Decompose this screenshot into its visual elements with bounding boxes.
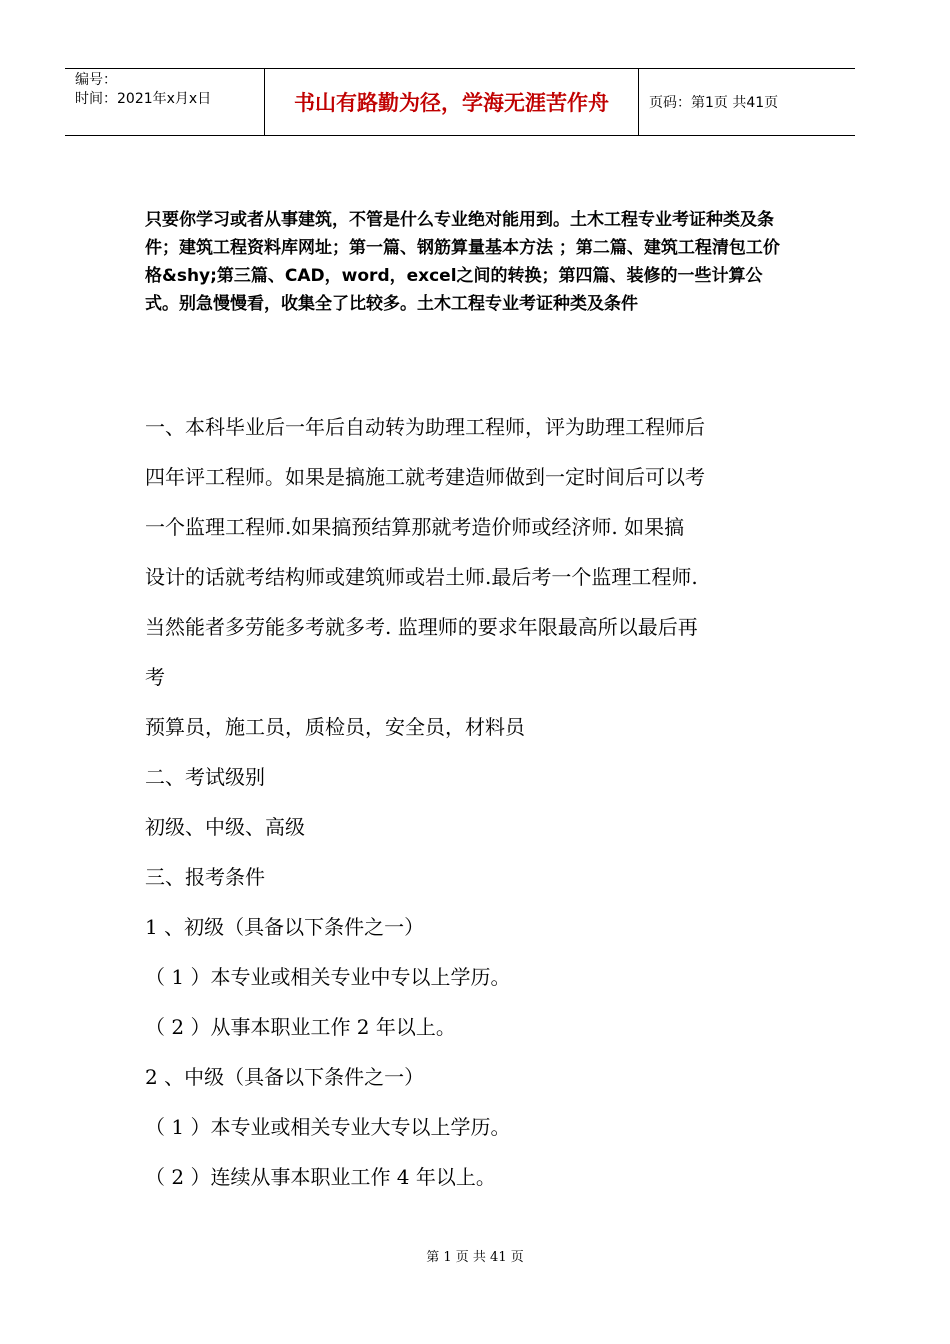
number-label: 编号： (75, 72, 117, 88)
body-line: 当然能者多劳能多考就多考. 监理师的要求年限最高所以最后再 (145, 615, 698, 639)
list-item: 1 、初级（具备以下条件之一） (145, 915, 425, 939)
header-motto: 书山有路勤为径，学海无涯苦作舟 (265, 69, 639, 135)
section-heading: 二、考试级别 (145, 765, 265, 789)
body-line: 一个监理工程师.如果搞预结算那就考造价师或经济师. 如果搞 (145, 515, 685, 539)
body-line: 初级、中级、高级 (145, 815, 305, 839)
section-heading: 三、报考条件 (145, 865, 265, 889)
body-line: 预算员，施工员，质检员，安全员，材料员 (145, 715, 525, 739)
body-line: 设计的话就考结构师或建筑师或岩土师.最后考一个监理工程师. (145, 565, 698, 589)
page-header (65, 68, 855, 136)
body-line: 一、本科毕业后一年后自动转为助理工程师，评为助理工程师后 (145, 415, 705, 439)
list-item: （ 2 ）从事本职业工作 2 年以上。 (145, 1015, 456, 1039)
list-item: 2 、中级（具备以下条件之一） (145, 1065, 425, 1089)
page-footer: 第 1 页 共 41 页 (426, 1250, 524, 1265)
header-page-info: 页码：第1页 共41页 (649, 95, 779, 111)
list-item: （ 1 ）本专业或相关专业中专以上学历。 (145, 965, 511, 989)
time-label: 时间：2021年x月x日 (75, 91, 212, 107)
body-line: 考 (145, 665, 165, 689)
list-item: （ 1 ）本专业或相关专业大专以上学历。 (145, 1115, 511, 1139)
header-meta (65, 69, 265, 135)
list-item: （ 2 ）连续从事本职业工作 4 年以上。 (145, 1165, 496, 1189)
body-line: 四年评工程师。如果是搞施工就考建造师做到一定时间后可以考 (145, 465, 705, 489)
intro-paragraph: 只要你学习或者从事建筑，不管是什么专业绝对能用到。土木工程专业考证种类及条件；建筑工程资料库网址；第一篇、钢筋算量基本方法 ；第二篇、建筑工程清包工价格&shy;第三篇、CAD，word，excel之间的转换；第四篇、装修的一些计算公式。别急慢慢看，收集全了比较多。土木工程专业考证种类及条件 (145, 210, 780, 314)
